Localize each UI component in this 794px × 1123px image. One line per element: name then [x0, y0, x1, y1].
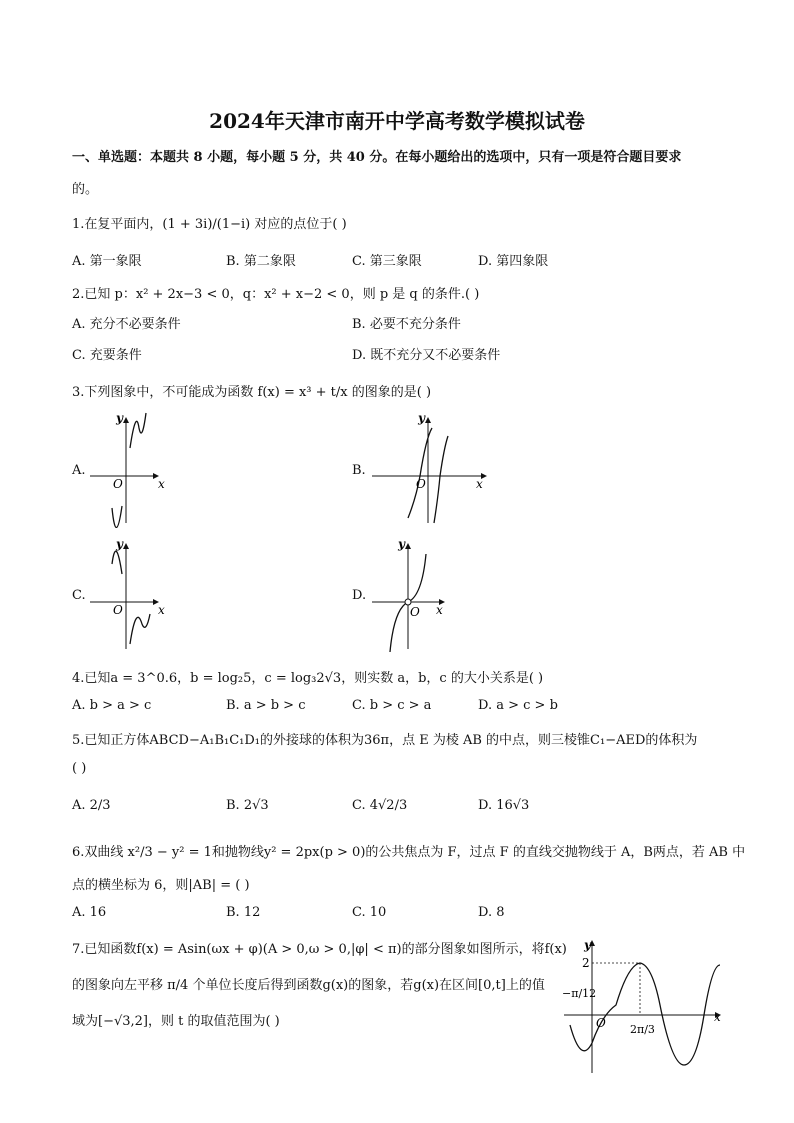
axis-x-label: x — [158, 477, 165, 491]
q3-option-d[interactable]: D. — [352, 588, 367, 603]
q6-stem-line2: 点的横坐标为 6，则|AB| = ( ) — [72, 878, 250, 893]
origin-label: O — [416, 477, 426, 491]
q1-stem: 1.在复平面内，(1 + 3i)/(1−i) 对应的点位于( ) — [72, 217, 347, 232]
q2-option-b[interactable]: B. 必要不充分条件 — [352, 317, 461, 332]
q3-graph-c — [86, 534, 176, 654]
section-heading-line1: 一、单选题：本题共 8 小题，每小题 5 分，共 40 分。在每小题给出的选项中，只有一项是符合题目要求 — [72, 150, 682, 165]
q2-stem: 2.已知 p：x² + 2x−3 < 0，q：x² + x−2 < 0，则 p 是 q 的条件.( ) — [72, 287, 480, 302]
q4-option-a[interactable]: A. b > a > c — [72, 698, 152, 713]
q6-option-a[interactable]: A. 16 — [72, 905, 107, 920]
q7-stem-line2: 的图象向左平移 π/4 个单位长度后得到函数g(x)的图象，若g(x)在区间[0,t]上的值 — [72, 978, 545, 993]
q6-option-b[interactable]: B. 12 — [226, 905, 261, 920]
axis-x-label: x — [714, 1010, 721, 1024]
q2-option-c[interactable]: C. 充要条件 — [72, 348, 142, 363]
q7-stem-line3: 域为[−√3,2]，则 t 的取值范围为( ) — [72, 1014, 280, 1029]
axis-x-label: x — [476, 477, 483, 491]
page-title: 2024年天津市南开中学高考数学模拟试卷 — [209, 109, 585, 133]
origin-label: O — [113, 603, 123, 617]
q6-option-c[interactable]: C. 10 — [352, 905, 387, 920]
q5-stem-line2: ( ) — [72, 761, 87, 776]
q3-option-b[interactable]: B. — [352, 463, 366, 478]
q3-graph-d — [368, 534, 458, 654]
axis-y-label: y — [584, 938, 591, 952]
q2-option-d[interactable]: D. 既不充分又不必要条件 — [352, 348, 501, 363]
axis-y-label: y — [116, 537, 123, 551]
q3-graph-b — [368, 408, 493, 528]
q1-option-d[interactable]: D. 第四象限 — [478, 254, 549, 269]
q4-option-b[interactable]: B. a > b > c — [226, 698, 306, 713]
two-pi-3-label: 2π/3 — [630, 1023, 655, 1036]
q4-option-d[interactable]: D. a > c > b — [478, 698, 558, 713]
q3-stem: 3.下列图象中，不可能成为函数 f(x) = x³ + t/x 的图象的是( ) — [72, 385, 432, 400]
axis-y-label: y — [116, 411, 123, 425]
axis-x-label: x — [158, 603, 165, 617]
axis-x-label: x — [436, 603, 443, 617]
axis-y-label: y — [418, 411, 425, 425]
q1-option-c[interactable]: C. 第三象限 — [352, 254, 422, 269]
section-heading-line2: 的。 — [72, 182, 99, 197]
q7-sine-graph — [556, 935, 726, 1075]
q1-option-a[interactable]: A. 第一象限 — [72, 254, 142, 269]
q5-option-c[interactable]: C. 4√2/3 — [352, 798, 408, 813]
q3-option-c[interactable]: C. — [72, 588, 86, 603]
q3-graph-a — [86, 408, 176, 528]
q7-stem-line1: 7.已知函数f(x) = Asin(ωx + φ)(A > 0,ω > 0,|φ| < π)的部分图象如图所示，将f(x) — [72, 942, 567, 957]
q6-stem-line1: 6.双曲线 x²/3 − y² = 1和抛物线y² = 2px(p > 0)的公共焦点为 F，过点 F 的直线交抛物线于 A，B两点，若 AB 中 — [72, 845, 746, 860]
q4-stem: 4.已知a = 3^0.6，b = log₂5，c = log₃2√3，则实数 a，b，c 的大小关系是( ) — [72, 671, 544, 686]
q1-option-b[interactable]: B. 第二象限 — [226, 254, 296, 269]
q5-stem-line1: 5.已知正方体ABCD−A₁B₁C₁D₁的外接球的体积为36π，点 E 为棱 AB 的中点，则三棱锥C₁−AED的体积为 — [72, 733, 698, 748]
max-value-label: 2 — [582, 956, 590, 970]
q4-option-c[interactable]: C. b > c > a — [352, 698, 432, 713]
origin-label: O — [113, 477, 123, 491]
origin-label: O — [410, 605, 420, 619]
q6-option-d[interactable]: D. 8 — [478, 905, 505, 920]
q5-option-b[interactable]: B. 2√3 — [226, 798, 269, 813]
q2-option-a[interactable]: A. 充分不必要条件 — [72, 317, 181, 332]
neg-pi-12-label: −π/12 — [562, 987, 597, 1000]
q5-option-a[interactable]: A. 2/3 — [72, 798, 111, 813]
q5-option-d[interactable]: D. 16√3 — [478, 798, 530, 813]
axis-y-label: y — [398, 537, 405, 551]
origin-label: O — [596, 1016, 606, 1030]
q3-option-a[interactable]: A. — [72, 463, 86, 478]
